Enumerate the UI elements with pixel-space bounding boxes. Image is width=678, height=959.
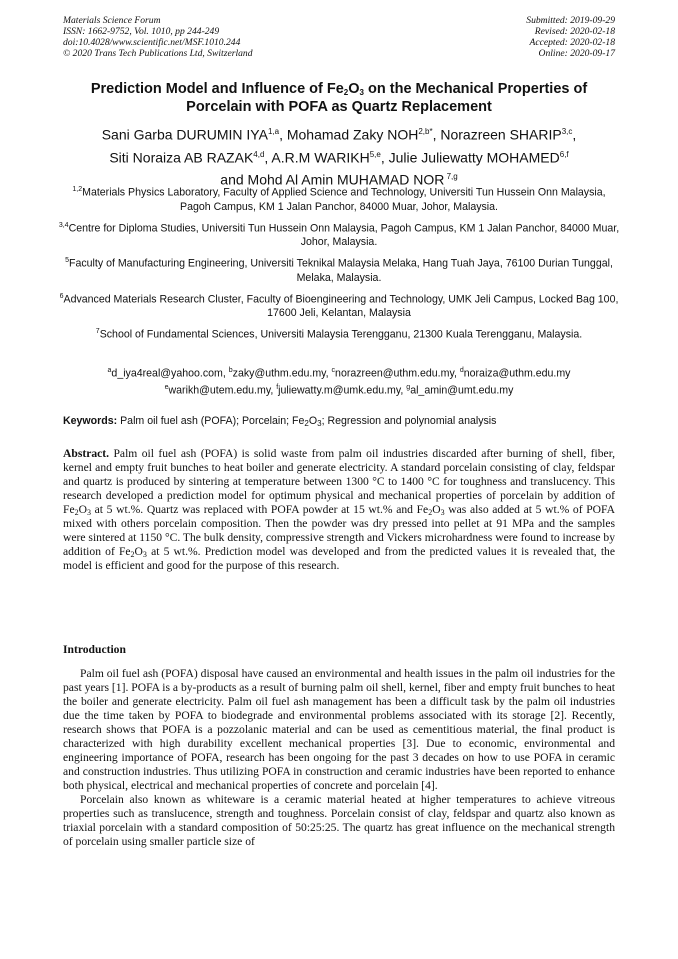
- author-affil-mark: 5,e: [369, 149, 381, 159]
- author-name: Sani Garba DURUMIN IYA: [101, 126, 268, 143]
- affiliation-text: School of Fundamental Sciences, Universiti Malaysia Terengganu, 21300 Kuala Terengganu, Malaysia.: [99, 328, 583, 341]
- abstract-label: Abstract.: [63, 447, 110, 460]
- email-address[interactable]: juliewatty.m@umk.edu.my,: [278, 384, 407, 397]
- author-separator: ,: [572, 126, 577, 143]
- author-affil-mark: 6,f: [559, 149, 569, 159]
- journal-info: [63, 15, 253, 59]
- introduction-body: [63, 667, 615, 849]
- keywords-text: ; Regression and polynomial analysis: [321, 415, 497, 427]
- email-mark: g: [406, 383, 411, 391]
- email-mark: b: [228, 367, 233, 374]
- affiliation-text: Centre for Diploma Studies, Universiti Tun Hussein Onn Malaysia, Pagoh Campus, KM 1 Jalan Panchor, 84000 Muar, Johor, Malaysia.: [68, 222, 620, 249]
- title-text: Porcelain with POFA as Quartz Replacement: [186, 99, 492, 115]
- affiliation-mark: 6: [59, 292, 64, 300]
- abstract-subscript: 2: [74, 508, 79, 517]
- email-address[interactable]: zaky@uthm.edu.my,: [232, 367, 332, 380]
- keywords-label: Keywords:: [63, 415, 118, 427]
- email-mark: f: [276, 383, 279, 391]
- author-name: and Mohd Al Amin MUHAMAD NOR: [220, 171, 445, 188]
- title-text: on the Mechanical Properties of: [363, 81, 588, 97]
- date-online: Online: 2020-09-17: [538, 48, 615, 59]
- affiliation: [58, 254, 620, 285]
- abstract-subscript: 2: [130, 550, 135, 559]
- paragraph: Porcelain also known as whiteware is a ceramic material heated at higher temperatures to achieve vitreous properties such as translucence, strength and toughness. Porcelain consist of clay, feldspar and quartz also known as triaxial porcelain with a standard composition of 50:25:25. The quartz has great influence on the mechanical strength of porcelain using smaller particle size of: [63, 793, 615, 848]
- abstract-text: at 5 wt.%. Prediction model was developed and from the predicted values it is revealed that, the model is efficient and good for the purpose of this research.: [63, 545, 615, 572]
- author-affil-mark: 1,a: [267, 127, 280, 136]
- section-heading: Introduction: [63, 643, 126, 656]
- keywords-text: O: [308, 415, 318, 427]
- email-address[interactable]: al_amin@umt.edu.my: [410, 384, 514, 397]
- author-affil-mark: 2,b*: [418, 127, 433, 136]
- date-revised: Revised: 2020-02-18: [534, 26, 615, 37]
- abstract-text: was also added at 5 wt.% of POFA mixed with others porcelain composition. Then the powder was dry pressed into pellet at 91 MPa and the samples were sintered at 1150 °C. The bulk density, compressive strength and Vickers microhardness were found to increase by addition of Fe: [63, 503, 616, 558]
- keywords-subscript: 3: [317, 419, 322, 428]
- journal-header: [63, 15, 615, 59]
- email-mark: d: [459, 367, 464, 374]
- affiliation: [58, 325, 620, 342]
- title-text: Prediction Model and Influence of Fe: [90, 81, 344, 97]
- journal-name: Materials Science Forum: [63, 15, 161, 26]
- affiliation: [58, 183, 620, 214]
- affiliation-mark: 5: [65, 257, 69, 265]
- affiliation-text: Advanced Materials Research Cluster, Faculty of Bioengineering and Technology, UMK Jeli Campus, Locked Bag 100, 17600 Jeli, Kelantan, Malaysia: [63, 293, 619, 320]
- author-name: A.R.M WARIKH: [271, 149, 370, 166]
- affiliation-text: Materials Physics Laboratory, Faculty of Applied Science and Technology, Universiti Tun Hussein Onn Malaysia, Pagoh Campus, KM 1 Jalan Panchor, 84000 Muar, Johor, Malaysia.: [82, 186, 606, 213]
- affiliation-mark: 3,4: [58, 221, 69, 229]
- abstract-text: O: [78, 503, 87, 516]
- submission-dates: [526, 15, 615, 59]
- abstract-text: O: [432, 503, 441, 516]
- email-mark: a: [107, 367, 112, 374]
- author-affil-mark: 3,c: [561, 127, 573, 136]
- title-subscript: 2: [343, 88, 349, 97]
- affiliation: [58, 290, 620, 321]
- author-affil-mark: 4,d: [253, 149, 265, 159]
- abstract-subscript: 3: [142, 550, 147, 559]
- keywords: [63, 414, 615, 428]
- author-name: Norazreen SHARIP: [440, 126, 562, 143]
- journal-copyright: © 2020 Trans Tech Publications Ltd, Switzerland: [63, 48, 253, 59]
- date-accepted: Accepted: 2020-02-18: [529, 37, 615, 48]
- abstract-subscript: 2: [428, 508, 433, 517]
- author-affil-mark: 7,g: [444, 172, 458, 182]
- affiliation: [58, 219, 620, 250]
- email-address[interactable]: noraiza@uthm.edu.my: [463, 367, 571, 380]
- title-text: O: [348, 81, 360, 97]
- author-list: [40, 122, 638, 190]
- affiliation-list: [58, 183, 620, 347]
- paper-title: [40, 80, 638, 116]
- keywords-text: Palm oil fuel ash (POFA); Porcelain; Fe: [117, 415, 305, 427]
- date-submitted: Submitted: 2019-09-29: [526, 15, 615, 26]
- abstract-text: Palm oil fuel ash (POFA) is solid waste from palm oil industries discarded after burning of shell, fiber, kernel and empty fruit bunches to heat boiler and generate electricity. A standard porcelain consisting of clay, feldspar and quartz is produced by sintering at temperature between 1300 °C to 1400 °C for toughness and translucency. This research developed a prediction model for optimum physical and mechanical properties of porcelain by addition of Fe: [63, 447, 615, 516]
- author-separator: ,: [380, 149, 389, 166]
- author-name: Julie Juliewatty MOHAMED: [388, 149, 560, 166]
- author-name: Mohamad Zaky NOH: [286, 126, 419, 143]
- abstract-subscript: 3: [440, 508, 445, 517]
- abstract-subscript: 3: [86, 508, 91, 517]
- journal-issn: ISSN: 1662-9752, Vol. 1010, pp 244-249: [63, 26, 220, 37]
- email-address[interactable]: norazreen@uthm.edu.my,: [335, 367, 460, 380]
- abstract-text: at 5 wt.%. Quartz was replaced with POFA powder at 15 wt.% and Fe: [90, 503, 429, 516]
- author-separator: ,: [432, 126, 441, 143]
- author-name: Siti Noraiza AB RAZAK: [109, 149, 254, 166]
- keywords-subscript: 2: [304, 419, 309, 428]
- affiliation-mark: 7: [95, 328, 100, 336]
- author-separator: ,: [279, 126, 287, 143]
- email-list: [40, 364, 638, 397]
- author-separator: ,: [264, 149, 272, 166]
- abstract: [63, 447, 615, 573]
- title-subscript: 3: [359, 88, 364, 97]
- email-mark: e: [164, 383, 169, 391]
- email-mark: c: [331, 367, 336, 374]
- email-address[interactable]: warikh@utem.edu.my,: [168, 384, 277, 397]
- email-address[interactable]: d_iya4real@yahoo.com,: [111, 367, 229, 380]
- affiliation-mark: 1,2: [72, 186, 83, 193]
- journal-doi[interactable]: doi:10.4028/www.scientific.net/MSF.1010.244: [63, 37, 241, 48]
- affiliation-text: Faculty of Manufacturing Engineering, Universiti Teknikal Malaysia Melaka, Hang Tuah Jaya, 76100 Durian Tunggal, Melaka, Malaysia.: [68, 257, 613, 284]
- abstract-text: O: [134, 545, 143, 558]
- paragraph: Palm oil fuel ash (POFA) disposal have caused an environmental and health issues in the palm oil industries for the past years [1]. POFA is a by-products as a result of burning palm oil shell, kernel, fiber and empty fruit bunches to heat the boiler and generate electricity. Palm oil fuel ash management has been a difficult task by the palm oil industries due the time taken by POFA to biodegrade and environmental problems associated with its storage [2]. Recently, research shows that POFA is a pozzolanic material and can be used as cementitious material, the final product is characterized with high durability excellent mechanical properties [3]. Due to economic, environmental and engineering importance of POFA, research has been ongoing for the past 3 decades on how to use POFA in ceramic and construction industries. Thus utilizing POFA in construction and ceramic industries have been reported to enhance both physical, electrical and mechanical properties of concrete and porcelain [4].: [63, 667, 615, 792]
